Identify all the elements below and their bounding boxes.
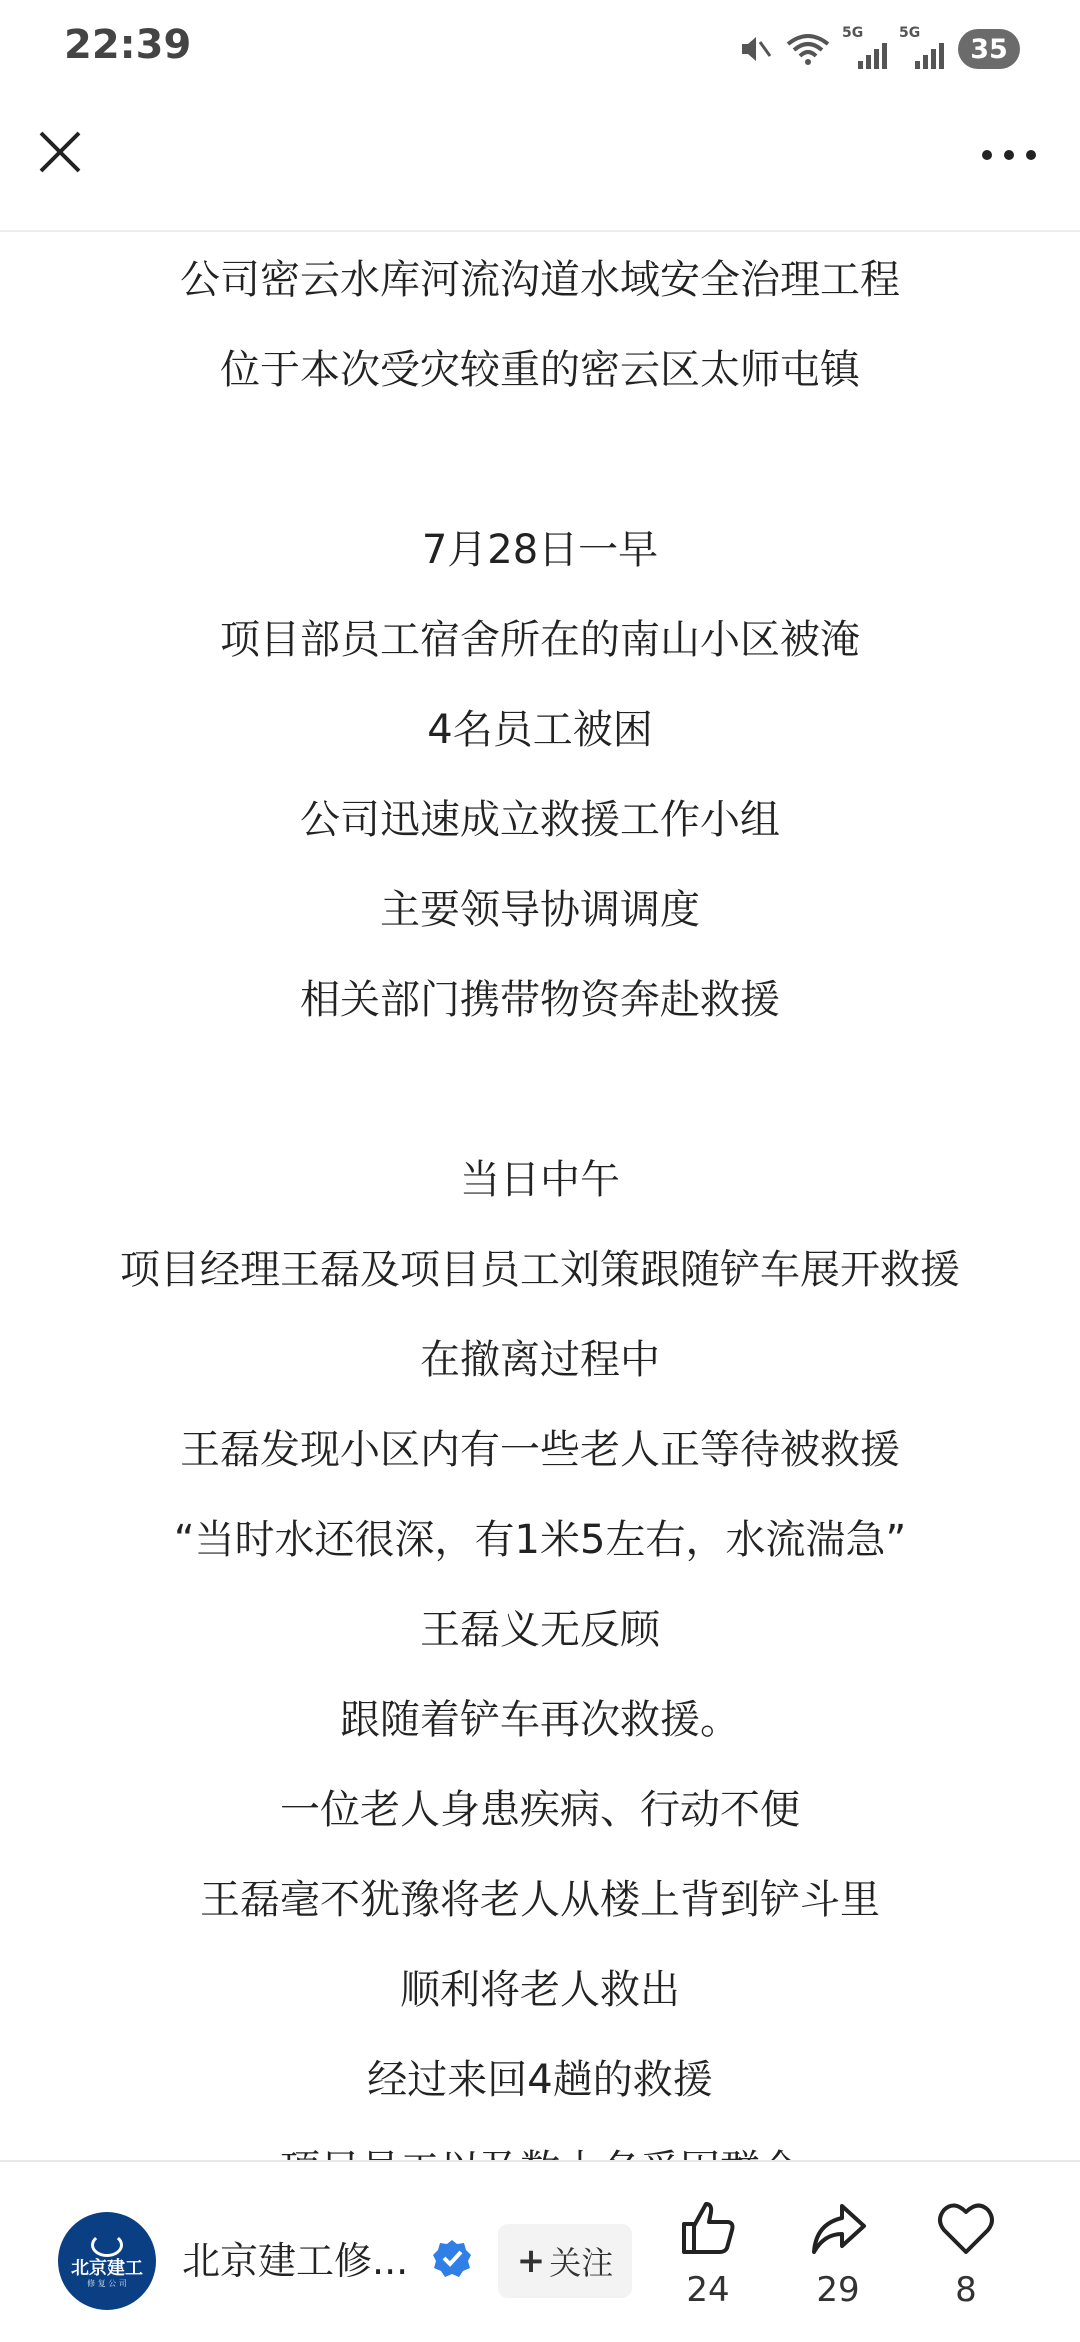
account-name[interactable]: 北京建工修... (182, 2239, 409, 2283)
avatar-subtext: 修 复 公 司 (87, 2279, 127, 2288)
favorite-button[interactable] (916, 2198, 1016, 2310)
follow-button[interactable] (498, 2224, 632, 2298)
status-icons (738, 26, 1020, 72)
share-icon (808, 2198, 868, 2258)
close-icon (37, 129, 83, 175)
article-line: 公司密云水库河流沟道水域安全治理工程 (180, 257, 900, 303)
follow-label: 关注 (549, 2244, 614, 2282)
article-line: 王磊毫不犹豫将老人从楼上背到铲斗里 (200, 1877, 880, 1923)
plus-icon: + (516, 2241, 546, 2281)
article-line: 一位老人身患疾病、行动不便 (280, 1787, 800, 1833)
bottom-bar (0, 2160, 1080, 2342)
favorite-count: 8 (955, 2270, 977, 2310)
signal-icon (842, 25, 887, 69)
verified-icon (432, 2238, 472, 2278)
article-line: 位于本次受灾较重的密云区太师屯镇 (220, 347, 860, 393)
article-line: 7月28日一早 (421, 527, 659, 573)
article-line: 4名员工被困 (427, 707, 653, 753)
status-time: 22:39 (64, 22, 192, 68)
network-type-label: 5G (899, 25, 921, 41)
like-button[interactable] (658, 2198, 758, 2310)
article-line: 公司迅速成立救援工作小组 (300, 797, 780, 843)
article-line: 王磊义无反顾 (420, 1607, 660, 1653)
article-line: 顺利将老人救出 (400, 1967, 680, 2013)
article-line: 项目部员工宿舍所在的南山小区被淹 (220, 617, 860, 663)
article-body (0, 230, 1080, 2160)
article-line: 经过来回4趟的救援 (367, 2057, 713, 2103)
logo-icon (91, 2233, 123, 2257)
article-line: 当日中午 (460, 1157, 620, 1203)
share-button[interactable] (788, 2198, 888, 2310)
thumbs-up-icon (678, 2198, 738, 2258)
network-type-label: 5G (842, 25, 864, 41)
heart-icon (936, 2198, 996, 2258)
wifi-icon (786, 32, 830, 66)
mute-icon (738, 32, 772, 66)
like-count: 24 (686, 2270, 730, 2310)
article-line: 王磊发现小区内有一些老人正等待被救援 (180, 1427, 900, 1473)
article-line: 相关部门携带物资奔赴救援 (300, 977, 780, 1023)
signal-icon (899, 25, 944, 69)
article-line: 跟随着铲车再次救援。 (340, 1697, 740, 1743)
more-icon (979, 148, 1039, 162)
article-line: 主要领导协调调度 (380, 887, 700, 933)
avatar-text: 北京建工 (71, 2258, 143, 2279)
article-line: 项目经理王磊及项目员工刘策跟随铲车展开救援 (120, 1247, 960, 1293)
share-count: 29 (816, 2270, 860, 2310)
close-button[interactable] (30, 122, 90, 182)
status-bar (0, 0, 1080, 100)
article-line: 在撤离过程中 (420, 1337, 660, 1383)
more-button[interactable] (974, 130, 1044, 180)
top-bar (0, 100, 1080, 232)
article-line: “当时水还很深，有1米5左右，水流湍急” (173, 1517, 907, 1563)
avatar[interactable] (58, 2212, 156, 2310)
battery-indicator: 35 (958, 29, 1020, 69)
